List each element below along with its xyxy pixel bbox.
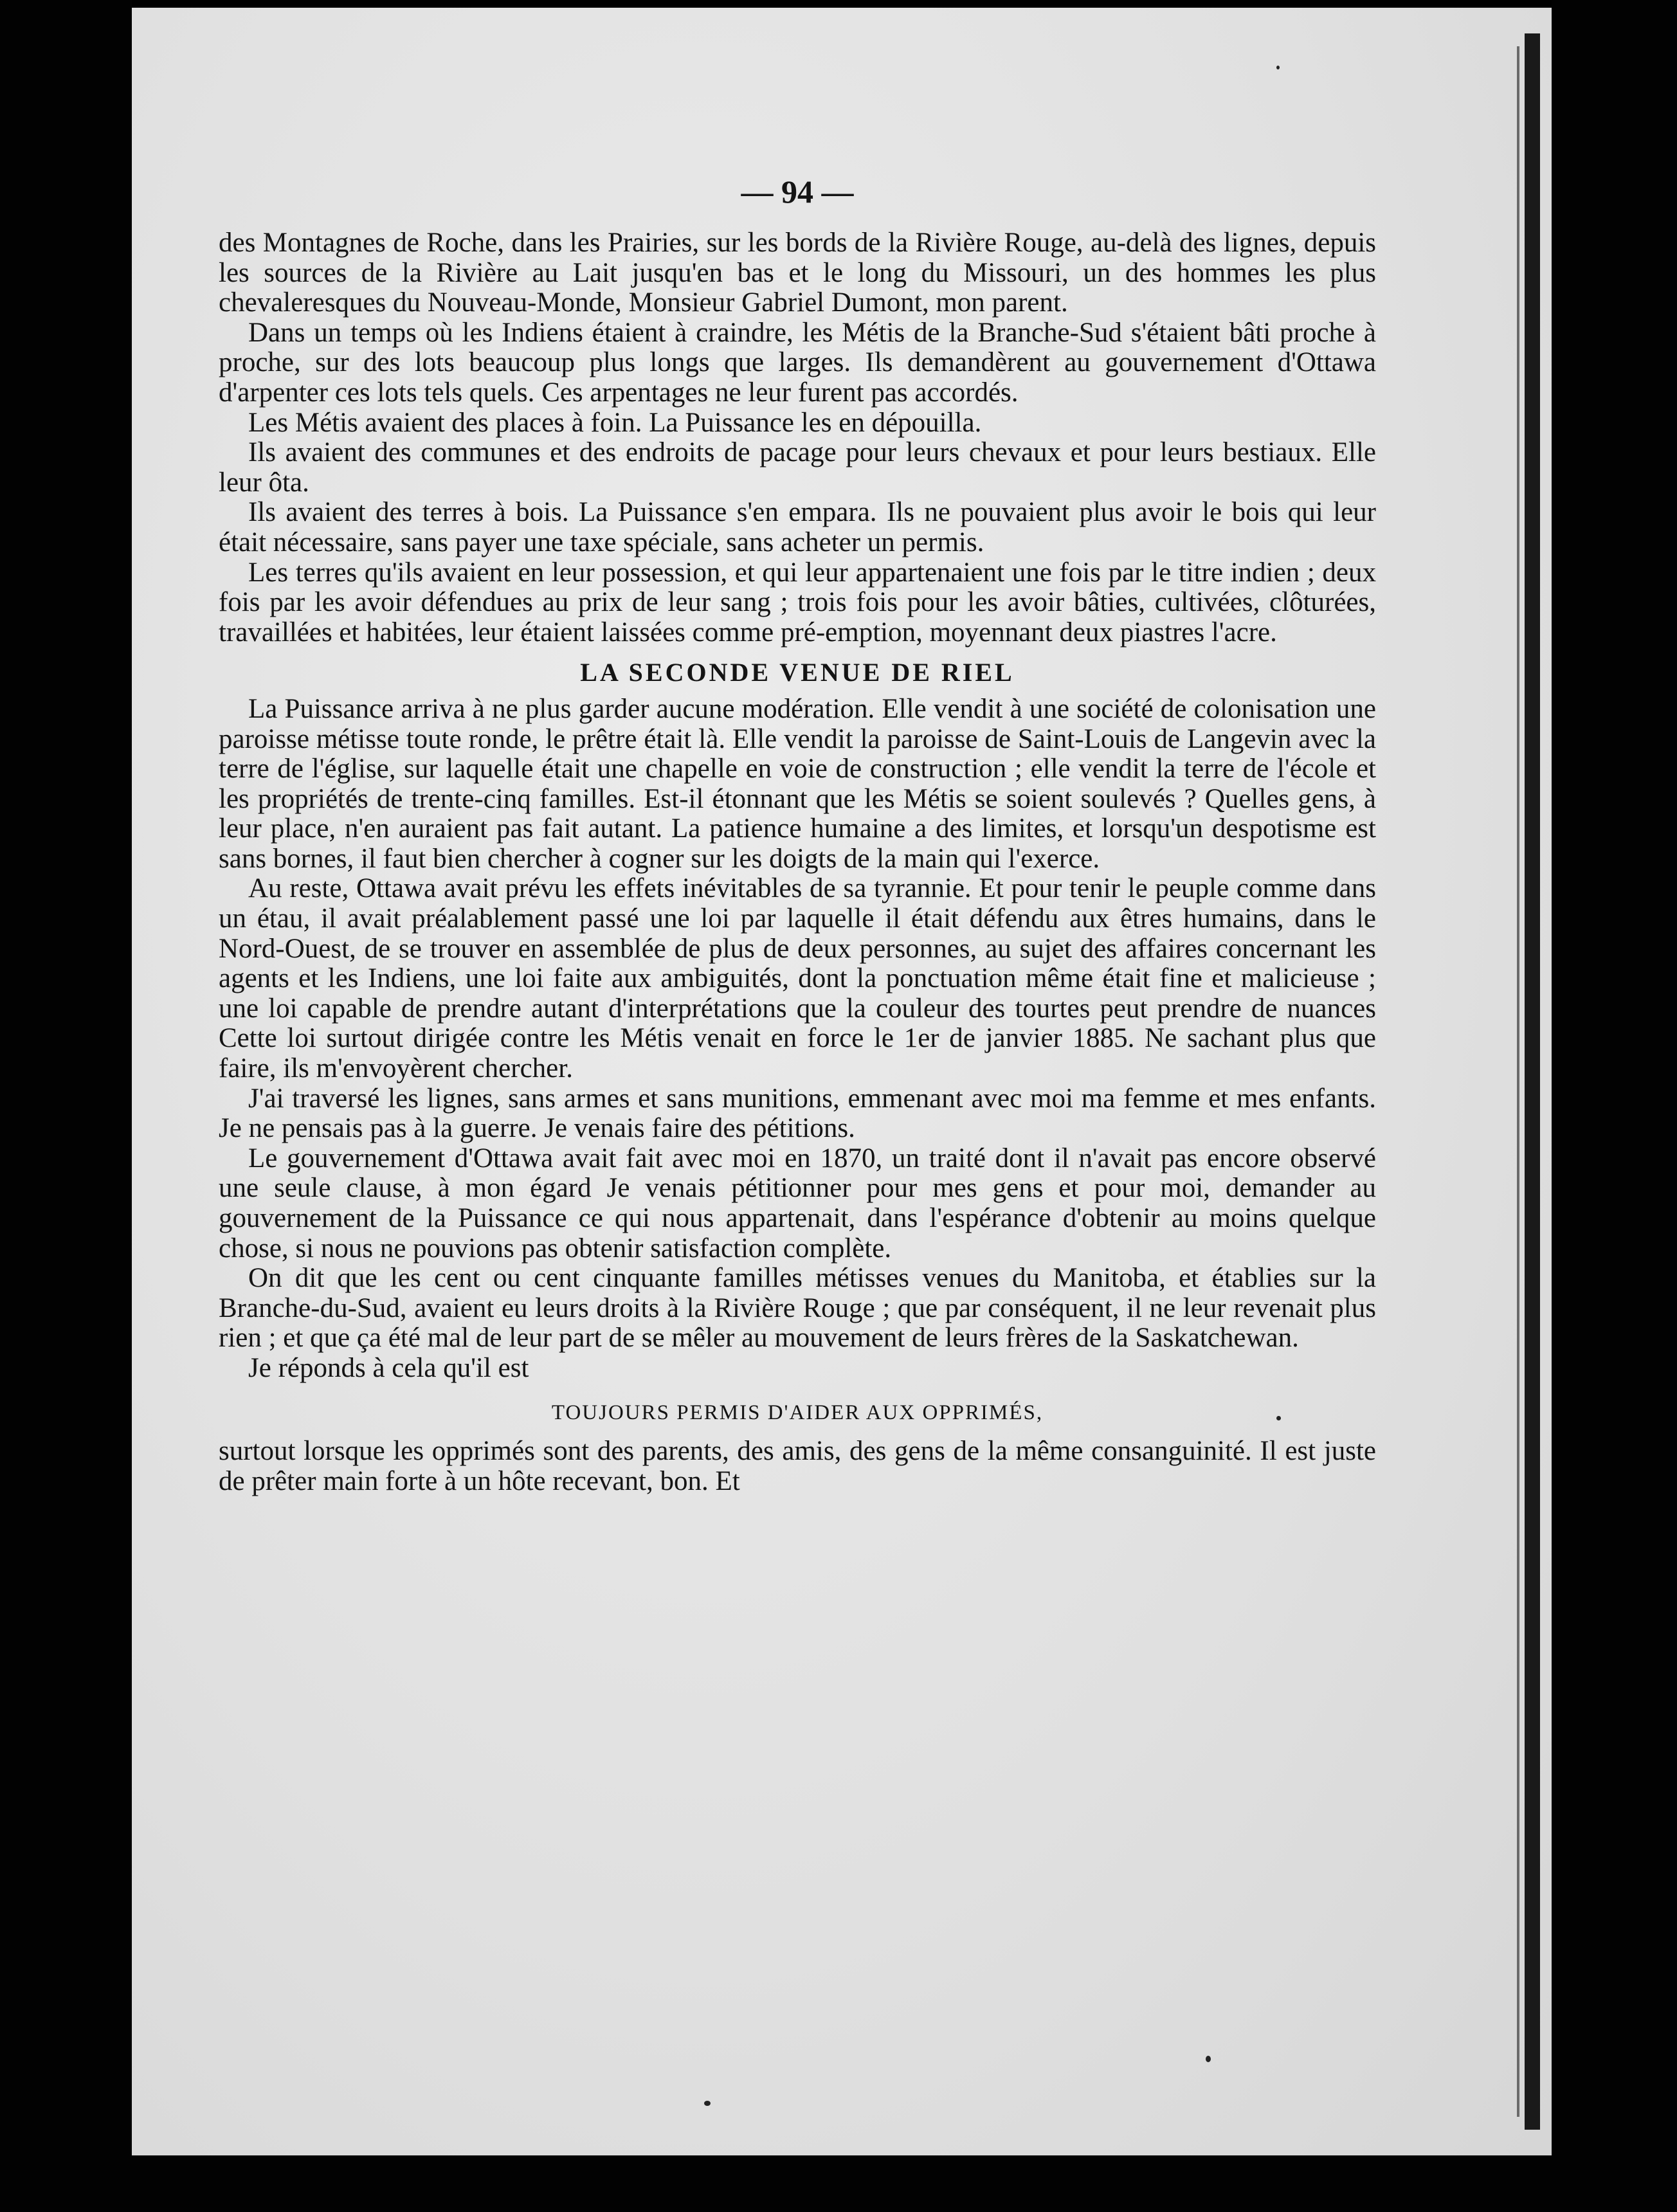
paragraph: des Montagnes de Roche, dans les Prairies, sur les bords de la Rivière Rouge, au-delà des lignes, depuis les sources de la Rivière au Lait jusqu'en bas et le long du Missouri, un des hommes les plus chevaleresques du Nouveau-Monde, Monsieur Gabriel Dumont, mon parent. — [219, 228, 1376, 318]
paragraph: surtout lorsque les opprimés sont des parents, des amis, des gens de la même consanguinité. Il est juste de prêter main forte à un hôte recevant, bon. Et — [219, 1436, 1376, 1496]
paragraph: On dit que les cent ou cent cinquante familles métisses venues du Manitoba, et établies sur la Branche-du-Sud, avaient eu leurs droits à la Rivière Rouge ; que par conséquent, il ne leur revenait plus rien ; et que ça été mal de leur part de se mêler au mouvement de leurs frères de la Saskatchewan. — [219, 1263, 1376, 1354]
sub-heading: TOUJOURS PERMIS D'AIDER AUX OPPRIMÉS, — [551, 1401, 1044, 1424]
paragraph: Dans un temps où les Indiens étaient à craindre, les Métis de la Branche-Sud s'étaient bâti proche à proche, sur des lots beaucoup plus longs que larges. Ils demandèrent au gouvernement d'Ottawa d'arpenter ces lots tels quels. Ces arpentages ne leur furent pas accordés. — [219, 317, 1376, 408]
paragraph: Le gouvernement d'Ottawa avait fait avec moi en 1870, un traité dont il n'avait pas encore observé une seule clause, à mon égard Je venais pétitionner pour mes gens et pour moi, demander au gouvernement de la Puissance ce qui nous appartenait, dans l'espérance d'obtenir au moins quelque chose, si nous ne pouvions pas obtenir satisfaction complète. — [219, 1143, 1376, 1264]
ink-speck — [704, 2101, 711, 2106]
ink-speck — [1276, 66, 1280, 69]
paragraph: Les terres qu'ils avaient en leur possession, et qui leur appartenaient une fois par le titre indien ; deux fois par les avoir défendues au prix de leur sang ; trois fois pour les avoir bâties, cultivées, clôturées, travaillées et habitées, leur étaient laissées comme pré-emption, moyennant deux piastres l'acre. — [219, 557, 1376, 648]
paragraph: Au reste, Ottawa avait prévu les effets inévitables de sa tyrannie. Et pour tenir le peuple comme dans un étau, il avait préalablement passé une loi par laquelle il était défendu aux êtres humains, dans le Nord-Ouest, de se trouver en assemblée de plus de deux personnes, au sujet des affaires concernant les agents et les Indiens, une loi faite aux ambiguités, dont la ponctuation même était fine et malicieuse ; une loi capable de prendre autant d'interprétations que la couleur des tourtes peut prendre de nuances Cette loi surtout dirigée contre les Métis venait en force le 1er de janvier 1885. Ne sachant plus que faire, ils m'envoyèrent chercher. — [219, 873, 1376, 1084]
scan-border-right — [1552, 0, 1677, 2212]
paragraph: Je réponds à cela qu'il est — [248, 1352, 529, 1383]
paragraph: Ils avaient des communes et des endroits de pacage pour leurs chevaux et pour leurs bestiaux. Elle leur ôta. — [219, 437, 1376, 498]
page-text — [219, 174, 1376, 1496]
page-binding-shadow — [1517, 46, 1519, 2117]
section-heading: LA SECONDE VENUE DE RIEL — [580, 658, 1015, 687]
paragraph: J'ai traversé les lignes, sans armes et sans munitions, emmenant avec moi ma femme et mes enfants. Je ne pensais pas à la guerre. Je venais faire des pétitions. — [219, 1083, 1376, 1144]
paragraph: La Puissance arriva à ne plus garder aucune modération. Elle vendit à une société de colonisation une paroisse métisse toute ronde, le prêtre était là. Elle vendit la paroisse de Saint-Louis de Langevin avec la terre de l'église, sur laquelle était une chapelle en voie de construction ; elle vendit la terre de l'école et les propriétés de trente-cinq familles. Est-il étonnant que les Métis se soient soulevés ? Quelles gens, à leur place, n'en auraient pas fait autant. La patience humaine a des limites, et lorsqu'un despotisme est sans bornes, il faut bien chercher à cogner sur les doigts de la main qui l'exerce. — [219, 693, 1376, 874]
paragraph: Ils avaient des terres à bois. La Puissance s'en empara. Ils ne pouvaient plus avoir le bois qui leur était nécessaire, sans payer une taxe spéciale, sans acheter un permis. — [219, 497, 1376, 558]
page-binding-edge — [1525, 33, 1540, 2130]
paragraph: Les Métis avaient des places à foin. La Puissance les en dépouilla. — [248, 407, 982, 438]
scan-border-bottom — [0, 2154, 1677, 2212]
page-number: — 94 — — [741, 174, 854, 210]
ink-speck — [1206, 2056, 1211, 2062]
scan-border-left — [0, 0, 132, 2212]
